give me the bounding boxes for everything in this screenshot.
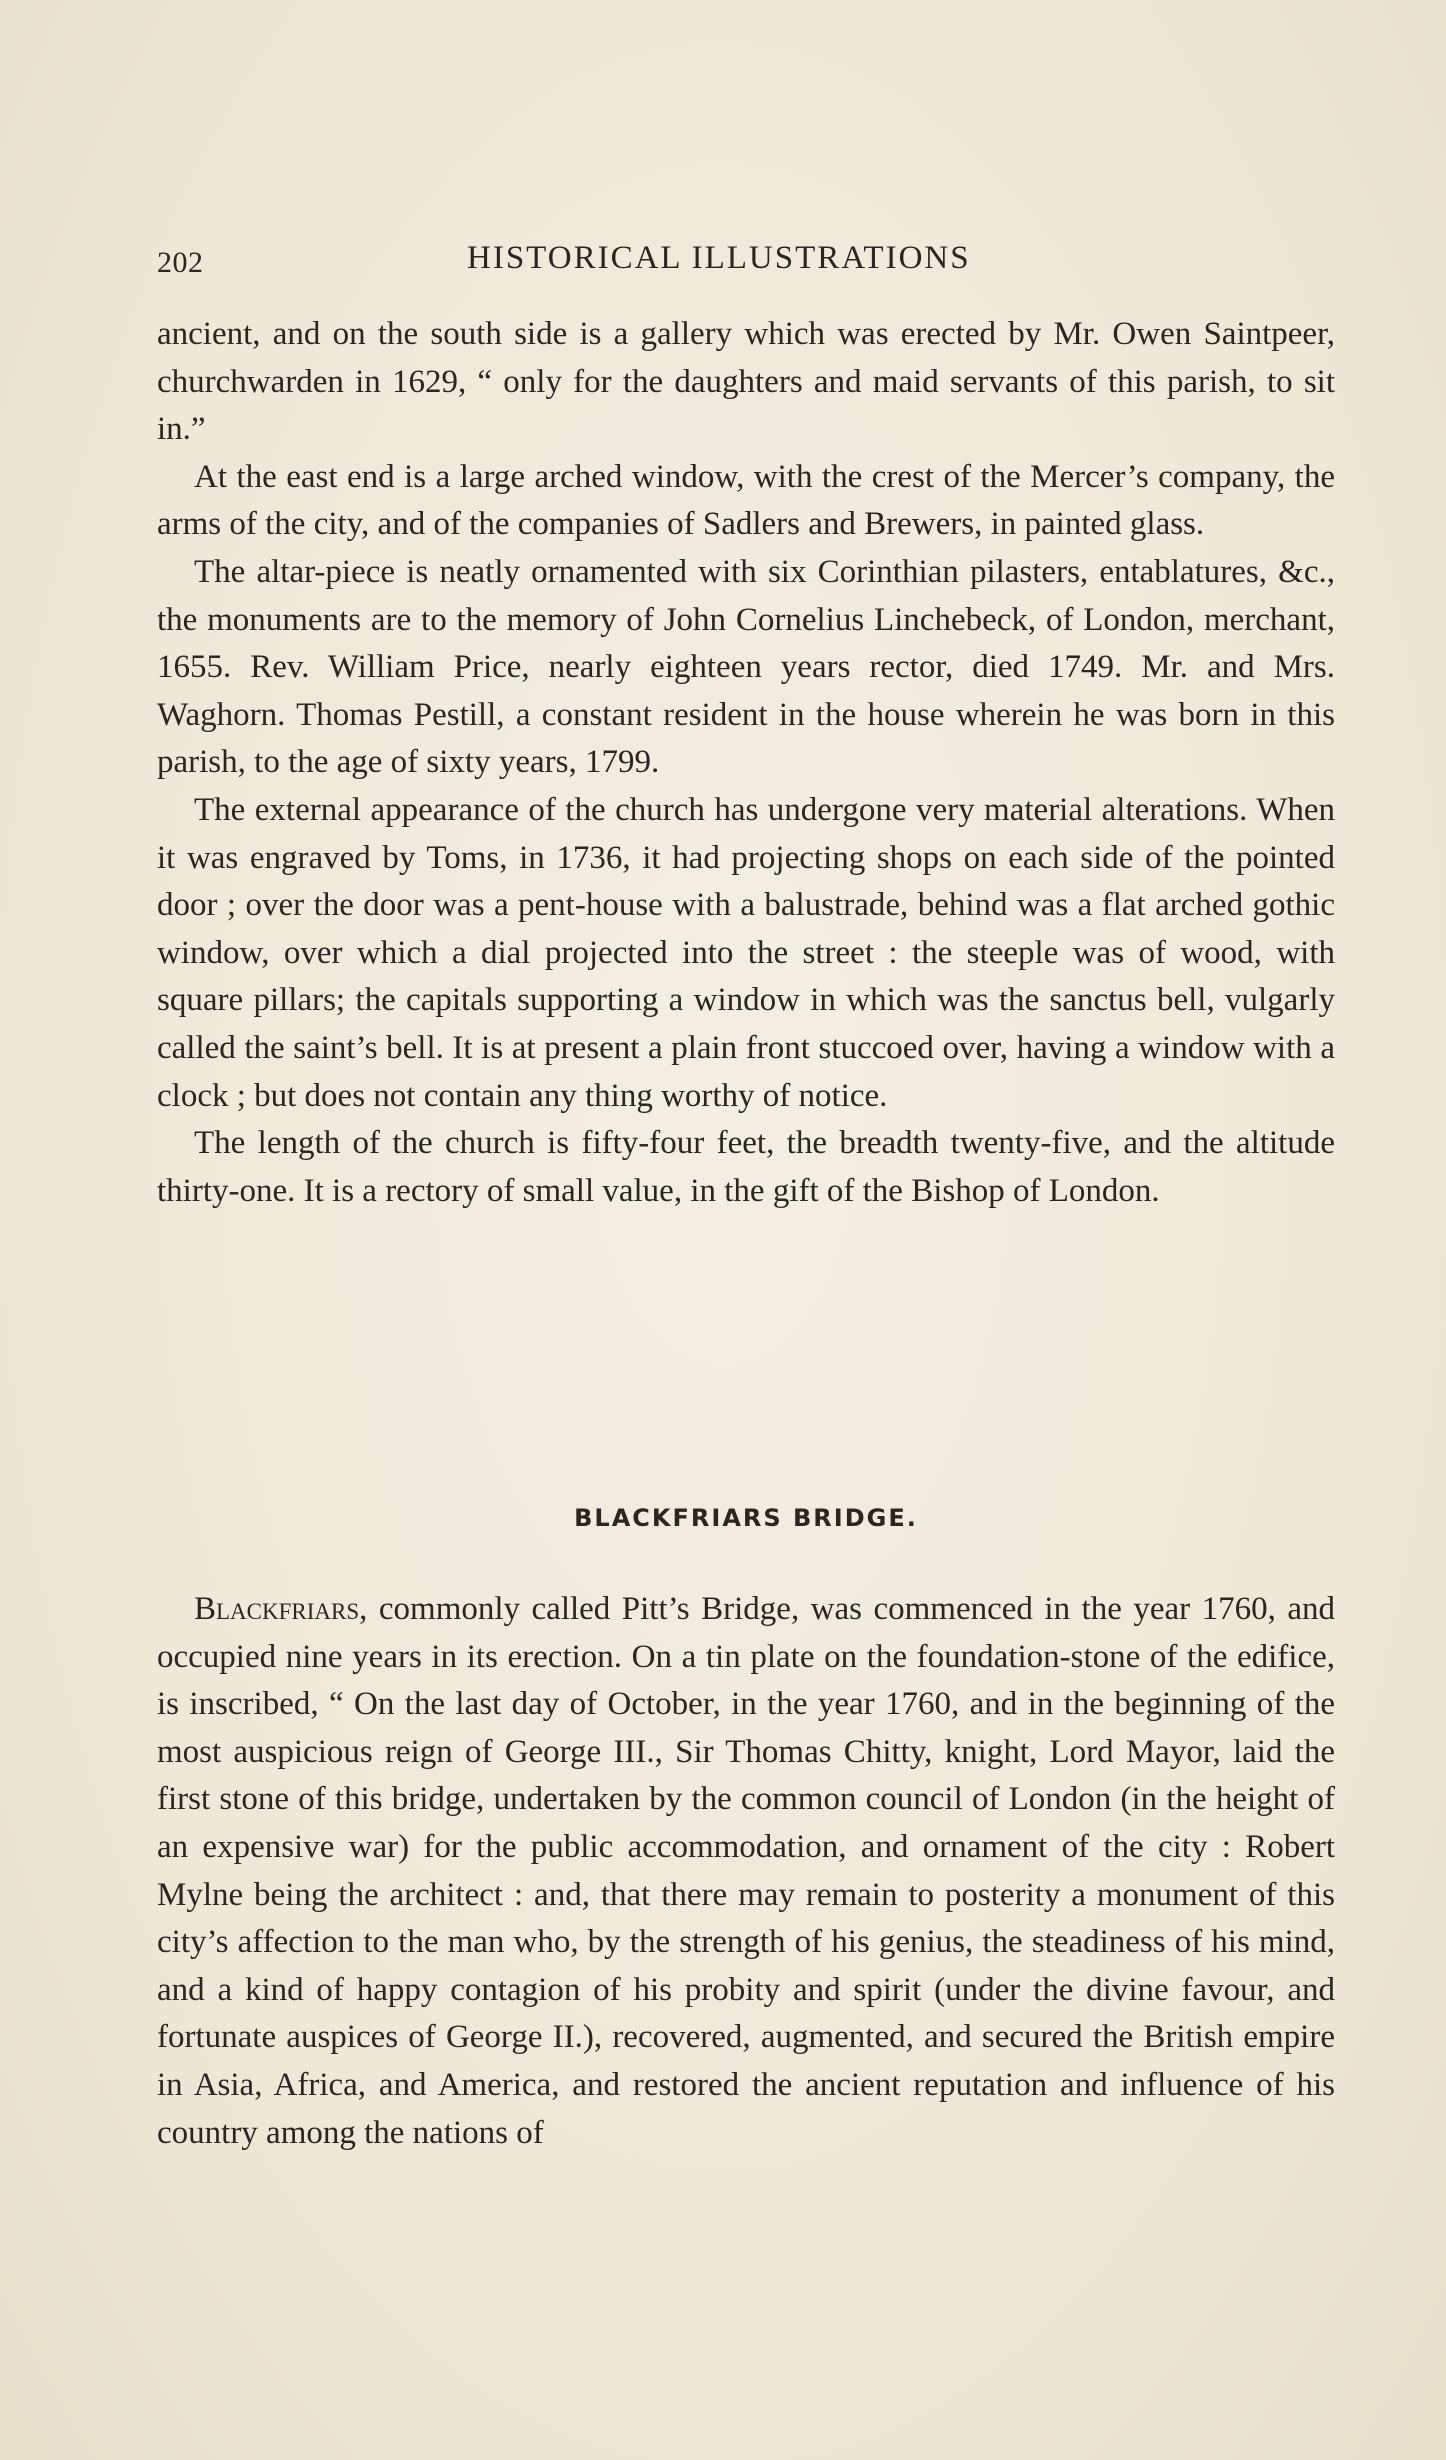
- running-title: HISTORICAL ILLUSTRATIONS: [467, 240, 971, 276]
- page-number: 202: [157, 246, 204, 279]
- paragraph-external-appearance: The external appearance of the church has undergone very material alterations. When it was engraved by Toms, in 1736, it had projecting shops on each side of the pointed door ; over the door was a pent-house with a balustrade, behind was a flat arched gothic window, over which a dial projected into the street : the steeple was of wood, with square pillars; the capitals supporting a window in which was the sanctus bell, vulgarly called the saint’s bell. It is at present a plain front stuccoed over, having a window with a clock ; but does not contain any thing worthy of notice.: [157, 791, 1335, 1114]
- paragraph-continuation: ancient, and on the south side is a gallery which was erected by Mr. Owen Saintpeer, churchwarden in 1629, “ only for the daughters and maid servants of this parish, to sit in.”: [157, 316, 1335, 448]
- paragraph-blackfriars: [157, 1586, 1335, 2157]
- section-heading: BLACKFRIARS BRIDGE.: [574, 1504, 918, 1532]
- paragraph-altar-piece: The altar-piece is neatly ornamented with six Corinthian pilasters, entablatures, &c., the monuments are to the memory of John Cornelius Linchebeck, of London, merchant, 1655. Rev. William Price, nearly eighteen years rector, died 1749. Mr. and Mrs. Waghorn. Thomas Pestill, a constant resident in the house wherein he was born in this parish, to the age of sixty years, 1799.: [157, 553, 1335, 781]
- section-body-text: [157, 1586, 1335, 2157]
- running-head: [157, 240, 1337, 284]
- body-text-continued: [157, 311, 1335, 1215]
- lead-word: Blackfriars,: [194, 1591, 368, 1627]
- paragraph-east-window: At the east end is a large arched window, with the crest of the Mercer’s company, the arms of the city, and of the companies of Sadlers and Brewers, in painted glass.: [157, 458, 1335, 543]
- paragraph-blackfriars-text: commonly called Pitt’s Bridge, was commenced in the year 1760, and occupied nine years in its erection. On a tin plate on the foundation-stone of the edifice, is inscribed, “ On the last day of October, in the year 1760, and in the beginning of the most auspicious reign of George III., Sir Thomas Chitty, knight, Lord Mayor, laid the first stone of this bridge, undertaken by the common council of London (in the height of an expensive war) for the public accommodation, and ornament of the city : Robert Mylne being the architect : and, that there may remain to posterity a monument of this city’s affection to the man who, by the strength of his genius, the steadiness of his mind, and a kind of happy contagion of his probity and spirit (under the divine favour, and fortunate auspices of George II.), recovered, augmented, and secured the British empire in Asia, Africa, and America, and restored the ancient reputation and influence of his country among the nations of: [157, 1591, 1335, 2151]
- paragraph-dimensions: The length of the church is fifty-four feet, the breadth twenty-five, and the altitude thirty-one. It is a rectory of small value, in the gift of the Bishop of London.: [157, 1125, 1335, 1209]
